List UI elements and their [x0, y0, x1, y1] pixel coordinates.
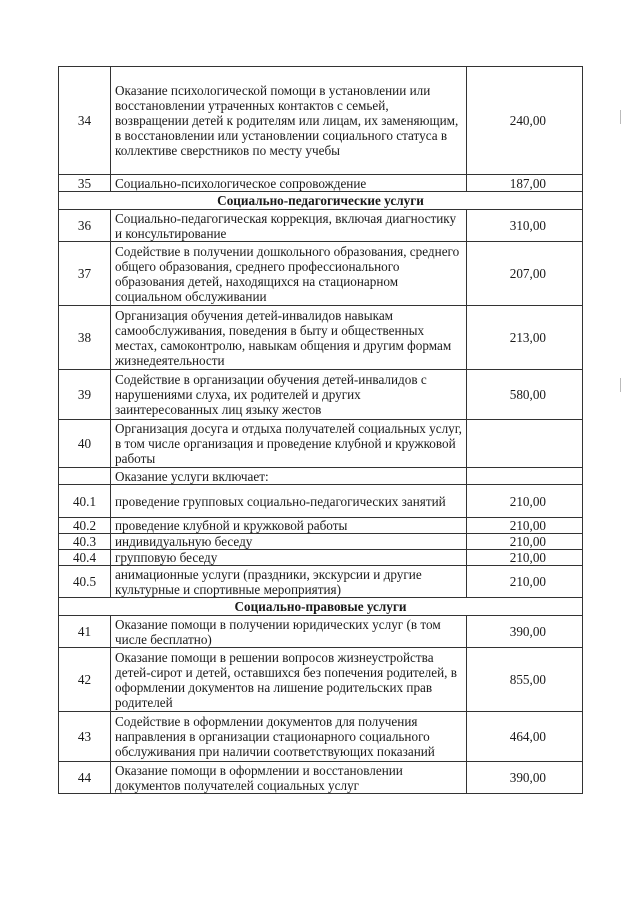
- service-price: 210,00: [467, 550, 583, 566]
- service-description: Организация обучения детей-инвалидов навыкам самообслуживания, поведения в быту и общественных местах, самоконтролю, навыкам общения и другим формам жизнедеятельности: [111, 306, 467, 370]
- scan-artifact-line: [620, 110, 621, 124]
- service-price: 210,00: [467, 518, 583, 534]
- services-price-table: [58, 66, 583, 794]
- service-number: 36: [59, 210, 111, 242]
- service-number: 43: [59, 712, 111, 762]
- table-row: [59, 534, 583, 550]
- service-description: проведение групповых социально-педагогических занятий: [111, 485, 467, 518]
- service-description: индивидуальную беседу: [111, 534, 467, 550]
- service-price: 240,00: [467, 67, 583, 175]
- service-number: 40.3: [59, 534, 111, 550]
- service-price: 207,00: [467, 242, 583, 306]
- service-price: 210,00: [467, 566, 583, 598]
- service-number: 40.5: [59, 566, 111, 598]
- service-description: Социально-педагогическая коррекция, включая диагностику и консультирование: [111, 210, 467, 242]
- service-number: 39: [59, 370, 111, 420]
- service-description: Оказание помощи в оформлении и восстановлении документов получателей социальных услуг: [111, 762, 467, 794]
- service-price: 390,00: [467, 762, 583, 794]
- section-header-row: [59, 598, 583, 616]
- service-description: Содействие в оформлении документов для получения направления в организации стационарного социального обслуживания при наличии соответствующих показаний: [111, 712, 467, 762]
- service-price: 210,00: [467, 485, 583, 518]
- service-description: Организация досуга и отдыха получателей социальных услуг, в том числе организация и проведение клубной и кружковой работы: [111, 420, 467, 468]
- service-price: [467, 468, 583, 485]
- service-price: 855,00: [467, 648, 583, 712]
- service-description: групповую беседу: [111, 550, 467, 566]
- service-price: 310,00: [467, 210, 583, 242]
- table-row: [59, 67, 583, 175]
- service-description: Содействие в организации обучения детей-инвалидов с нарушениями слуха, их родителей и других заинтересованных лиц языку жестов: [111, 370, 467, 420]
- table-row: [59, 175, 583, 192]
- service-description: Оказание услуги включает:: [111, 468, 467, 485]
- section-title: Социально-правовые услуги: [59, 598, 583, 616]
- table-row: [59, 306, 583, 370]
- service-number: 34: [59, 67, 111, 175]
- service-number: 40.1: [59, 485, 111, 518]
- table-row: [59, 762, 583, 794]
- service-number: 40.2: [59, 518, 111, 534]
- service-price: 210,00: [467, 534, 583, 550]
- table-row: [59, 518, 583, 534]
- services-table-body: [59, 67, 583, 794]
- table-row: [59, 485, 583, 518]
- service-price: [467, 420, 583, 468]
- table-row: [59, 712, 583, 762]
- table-row: [59, 242, 583, 306]
- table-row: [59, 550, 583, 566]
- section-header-row: [59, 192, 583, 210]
- service-price: 390,00: [467, 616, 583, 648]
- service-number: 42: [59, 648, 111, 712]
- service-description: Оказание психологической помощи в установлении или восстановлении утраченных контактов с семьей, возвращении детей к родителям или лицам, их заменяющим, в восстановлении или установлении социального статуса в коллективе сверстников по месту учебы: [111, 67, 467, 175]
- service-price: 580,00: [467, 370, 583, 420]
- service-number: 37: [59, 242, 111, 306]
- service-price: 464,00: [467, 712, 583, 762]
- scan-artifact-line: [620, 378, 621, 392]
- service-description: анимационные услуги (праздники, экскурсии и другие культурные и спортивные мероприятия): [111, 566, 467, 598]
- table-row: [59, 420, 583, 468]
- service-number: 40: [59, 420, 111, 468]
- table-row: [59, 648, 583, 712]
- service-description: Оказание помощи в получении юридических услуг (в том числе бесплатно): [111, 616, 467, 648]
- service-description: проведение клубной и кружковой работы: [111, 518, 467, 534]
- table-row: [59, 616, 583, 648]
- service-description: Оказание помощи в решении вопросов жизнеустройства детей-сирот и детей, оставшихся без попечения родителей, в оформлении документов на лишение родительских прав родителей: [111, 648, 467, 712]
- table-row: [59, 370, 583, 420]
- service-number: 41: [59, 616, 111, 648]
- table-row: [59, 566, 583, 598]
- service-number: 35: [59, 175, 111, 192]
- service-number: 40.4: [59, 550, 111, 566]
- service-number: 38: [59, 306, 111, 370]
- service-price: 213,00: [467, 306, 583, 370]
- service-number: 44: [59, 762, 111, 794]
- table-row: [59, 210, 583, 242]
- table-row: [59, 468, 583, 485]
- service-price: 187,00: [467, 175, 583, 192]
- service-number: [59, 468, 111, 485]
- service-description: Содействие в получении дошкольного образования, среднего общего образования, среднего профессионального образования детей, находящихся на стационарном социальном обслуживании: [111, 242, 467, 306]
- service-description: Социально-психологическое сопровождение: [111, 175, 467, 192]
- section-title: Социально-педагогические услуги: [59, 192, 583, 210]
